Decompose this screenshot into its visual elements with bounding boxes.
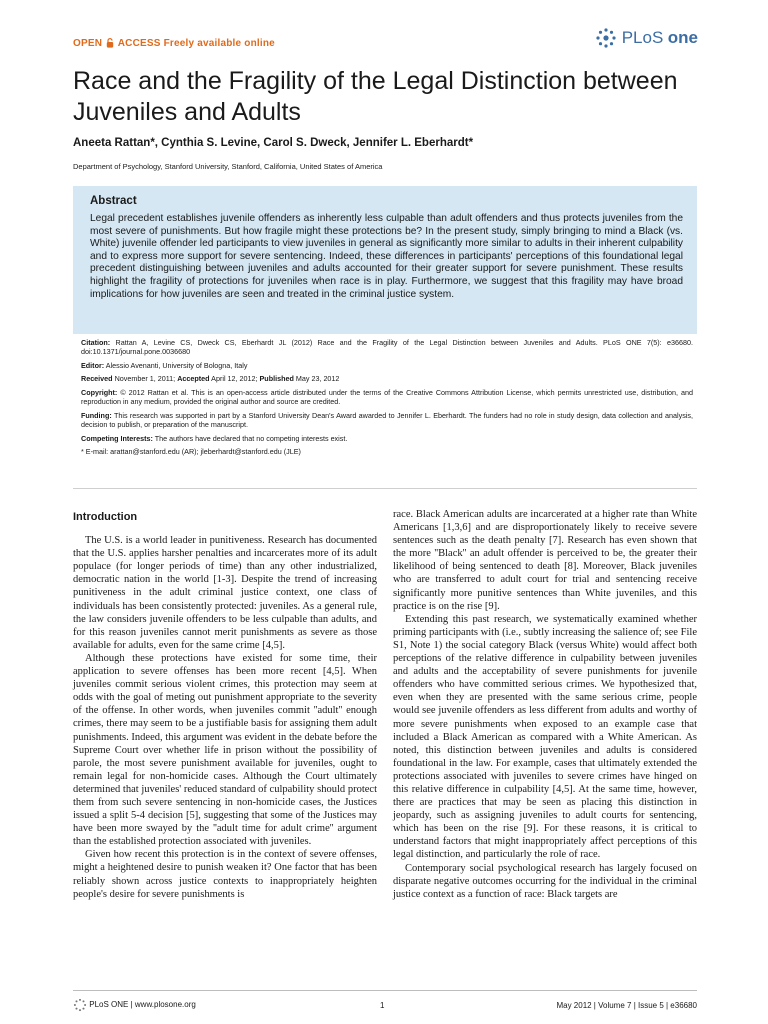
email-line: * E-mail: arattan@stanford.edu (AR); jleberhardt@stanford.edu (JLE) [81,447,301,457]
abstract-heading: Abstract [90,195,137,207]
copyright-label: Copyright: [81,388,118,398]
funding-label: Funding: [81,410,112,420]
plos-one-logo [595,27,698,55]
published-date: May 23, 2012 [295,374,340,384]
body-column-right [393,508,697,901]
body-paragraph: The U.S. is a world leader in punitiveness. Research has documented that the U.S. applies harsher penalties and incarcerates more of its adult populace (for longer periods of time) than any other industrialized, democratic nation in the world [1-3]. Despite the trend of increasing punitiveness in the adult criminal justice context, one class of individuals has been consistently protected: juveniles. As a general rule, the law considers juvenile offenders to be less culpable than adults, and for this reason juveniles cannot merit punishments as severe as those available for adults, even for the same crime [4,5]. [73,535,377,651]
open-access-banner [73,38,275,49]
article-metadata [81,338,693,461]
open-lock-icon [106,38,114,48]
editor [81,361,693,370]
funding [81,411,693,430]
body-paragraph: Contemporary social psychological research has largely focused on disparate negative outcomes occurring for the individual in the criminal justice context as a function of race: Black targets are [393,862,697,900]
author-list: Aneeta Rattan*, Cynthia S. Levine, Carol S. Dweck, Jennifer L. Eberhardt* [73,137,474,149]
editor-text: Alessio Avenanti, University of Bologna, Italy [105,360,248,370]
footer-journal [73,998,196,1012]
accepted-label: Accepted [177,374,210,384]
affiliation: Department of Psychology, Stanford University, Stanford, California, United States of America [73,162,383,171]
body-column-left [73,508,377,901]
received-label: Received [81,374,113,384]
footer-divider [73,990,697,991]
article-title: Race and the Fragility of the Legal Distinction between Juveniles and Adults [73,67,678,126]
body-paragraph: race. Black American adults are incarcerated at a higher rate than White Americans [1,3,6] and are disproportionately likely to receive severe sentences such as the death penalty [7]. Research has even shown that the more ''Black'' an adult offender is perceived to be, the greater their likelihood of being sentenced to death [8]. Moreover, Black juveniles who are transferred to adult court for trial and sentencing receive significantly more punitive sentences than White juveniles, and this practice is on the rise [9]. [393,509,697,612]
accepted-date: April 12, 2012; [211,374,258,384]
abstract-text: Legal precedent establishes juvenile offenders as inherently less culpable than adult offenders and thus protects juveniles from the most severe of punishments. But how fragile might these protections be? In the present study, simply bringing to mind a Black (vs. White) juvenile offender led participants to view juveniles in general as significantly more similar to adults in their inherent culpability and to express more support for severe sentencing. Indeed, these differences in participants' perceptions of this foundational legal precedent distinguishing between juveniles and adults accounted for their greater support for severe punishment. These results highlight the fragility of protections for juveniles when race is in play. Furthermore, we suggest that this fragility may have broad implications for how juveniles are seen and treated in the criminal justice system. [90,213,683,300]
competing-interests [81,434,693,443]
plos-dots-icon [595,27,617,49]
competing-label: Competing Interests: [81,433,153,443]
page-number: 1 [380,1001,385,1010]
body-paragraph: Although these protections have existed for some time, their application to severe offenses has been more recent [4,5]. When juveniles commit serious violent crimes, this protection may seem at odds with the goal of meting out punishment appropriate to the severity of the offense. In other words, when juveniles commit ''adult'' enough crimes, there may seem to be a justifiable basis for assigning them adult punishments. Indeed, this argument was evident in the debate before the Supreme Court over whether life in prison without the possibility of parole, the most severe punishment available for juveniles, ought to remain legal for non-homicide cases. Although the Court ultimately determined that juveniles' reduced standard of culpability should protect them from such severe sentencing in non-homicide cases, the Justices issued a split 5-4 decision [5], suggesting that some of the Justices may have been more swayed by the ''adult time for adult crime'' argument than the established protection associated with juveniles. [73,652,377,848]
plos-dots-icon [73,998,87,1012]
editor-label: Editor: [81,360,105,370]
citation-label: Citation: [81,338,111,347]
logo-plos-text: PLoS [621,28,664,47]
footer-issue: May 2012 | Volume 7 | Issue 5 | e36680 [556,1001,697,1010]
citation-text: Rattan A, Levine CS, Dweck CS, Eberhardt JL (2012) Race and the Fragility of the Legal Distinction between Juveniles and Adults. PLoS ONE 7(5): e36680. doi:10.1371/journal.pone.0036680 [81,338,693,357]
body-paragraph: Extending this past research, we systematically examined whether priming participants with (i.e., subtly increasing the salience of; see File S1, Note 1) the social category Black (versus White) would affect both perceptions of the relative difference in culpability between juveniles and adults and the acceptability of severe punishments for juvenile offenders who have committed serious crimes. We hypothesized that, even when they are presented with the same serious crime, people would see juvenile offenders as less different from adults and worthy of more severe punishments when exposed to an example case that included a Black American as compared with a White American. As noted, this distinction between juveniles and adults is considered foundational in the law. For example, cases that ultimately extended the protections associated with juveniles to severe crimes have hinged on this relative difference in culpability [4,5]. At the same time, however, there are practices that may be seen as placing this distinction in jeopardy, such as assigning juveniles to adult courts for sentencing, which has been on the rise [9]. For these reasons, it is critical to understand factors that might inappropriately affect perceptions of this legal distinction, and particularly the role of race. [393,613,697,861]
copyright-text: © 2012 Rattan et al. This is an open-access article distributed under the terms of the Creative Commons Attribution License, which permits unrestricted use, distribution, and reproduction in any medium, provided the original author and source are credited. [81,388,693,407]
open-access-access: ACCESS [117,38,161,49]
abstract-box [73,186,697,334]
logo-one-text: one [667,28,698,47]
body-paragraph: Given how recent this protection is in the context of severe offenses, might a heightened desire to punish weaken it? One factor that has been reliably shown across justice contexts to inappropriately heighten people's desire for severe punishments is [73,849,377,900]
open-access-open: OPEN [73,38,103,49]
citation [81,338,693,357]
competing-text: The authors have declared that no competing interests exist. [154,433,348,443]
dates [81,374,693,383]
funding-text: This research was supported in part by a Stanford University Dean's Award awarded to Jennifer L. Eberhardt. The funders had no role in study design, data collection and analysis, decision to publish, or preparation of the manuscript. [81,410,693,430]
copyright [81,388,693,407]
open-access-tagline: Freely available online [163,38,275,49]
received-date: November 1, 2011; [114,374,176,384]
published-label: Published [259,374,294,384]
divider [73,488,697,489]
section-heading-introduction: Introduction [73,511,138,523]
footer-journal-text: PLoS ONE | www.plosone.org [89,1000,196,1010]
